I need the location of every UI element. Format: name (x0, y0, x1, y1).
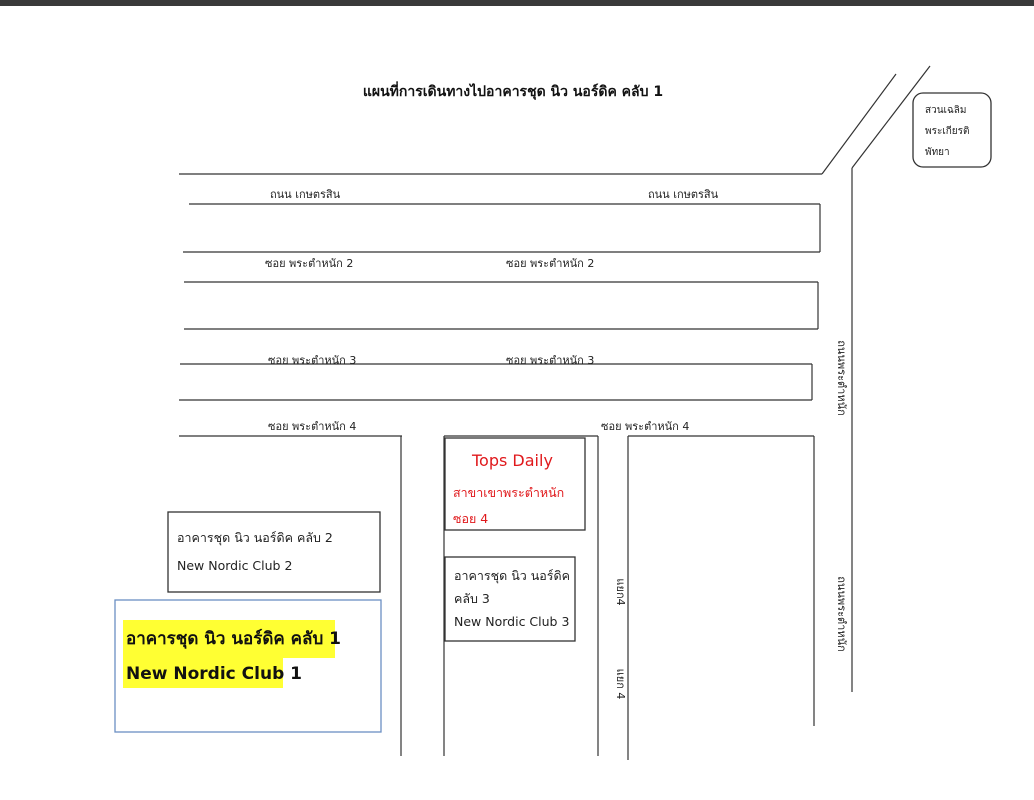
club3-box (445, 557, 575, 641)
map-title: แผนที่การเดินทางไปอาคารชุด นิว นอร์ดิค คลับ 1 (362, 84, 664, 100)
road-label-soi3: ซอย พระตำหนัก 3 (268, 354, 357, 367)
club2-thai-name: อาคารชุด นิว นอร์ดิค คลับ 2 (177, 530, 333, 545)
club2-border (168, 512, 380, 592)
road-label-yaek4: แยก4 (614, 578, 627, 606)
road-label-kasetsin: ถนน เกษตรสิน (648, 188, 719, 201)
tops-name: Tops Daily (472, 451, 553, 470)
road-label-soi4: ซอย พระตำหนัก 4 (601, 420, 690, 433)
club1-english-name: New Nordic Club 1 (126, 664, 302, 684)
park-name-line: สวนเฉลิม (925, 105, 967, 116)
road-label-soi2: ซอย พระตำหนัก 2 (506, 257, 595, 270)
tops-branch: สาขาเขาพระตำหนัก (453, 485, 565, 500)
road-label-kasetsin: ถนน เกษตรสิน (270, 188, 341, 201)
club3-thai-name: คลับ 3 (454, 591, 490, 606)
club2-english-name: New Nordic Club 2 (177, 558, 293, 573)
tops-soi: ซอย 4 (453, 511, 489, 526)
park-name-line: พระเกียรติ (925, 126, 970, 137)
club3-english-name: New Nordic Club 3 (454, 614, 570, 629)
club1-thai-name: อาคารชุด นิว นอร์ดิค คลับ 1 (126, 629, 342, 649)
road-label-yaek4: แยก 4 (614, 668, 627, 700)
road-label-soi2: ซอย พระตำหนัก 2 (265, 257, 354, 270)
park-name-line: พัทยา (925, 147, 950, 158)
club2-box (168, 512, 380, 592)
park-box (913, 93, 991, 167)
road-label-soi3: ซอย พระตำหนัก 3 (506, 354, 595, 367)
tops-daily-box (445, 438, 585, 530)
club3-thai-name: อาคารชุด นิว นอร์ดิค (454, 568, 570, 583)
club1-box (115, 600, 381, 732)
road-label-phratamnak: ถนนพระตำหนัก (835, 576, 848, 652)
road-label-soi4: ซอย พระตำหนัก 4 (268, 420, 357, 433)
road-label-phratamnak: ถนนพระตำหนัก (835, 340, 848, 416)
